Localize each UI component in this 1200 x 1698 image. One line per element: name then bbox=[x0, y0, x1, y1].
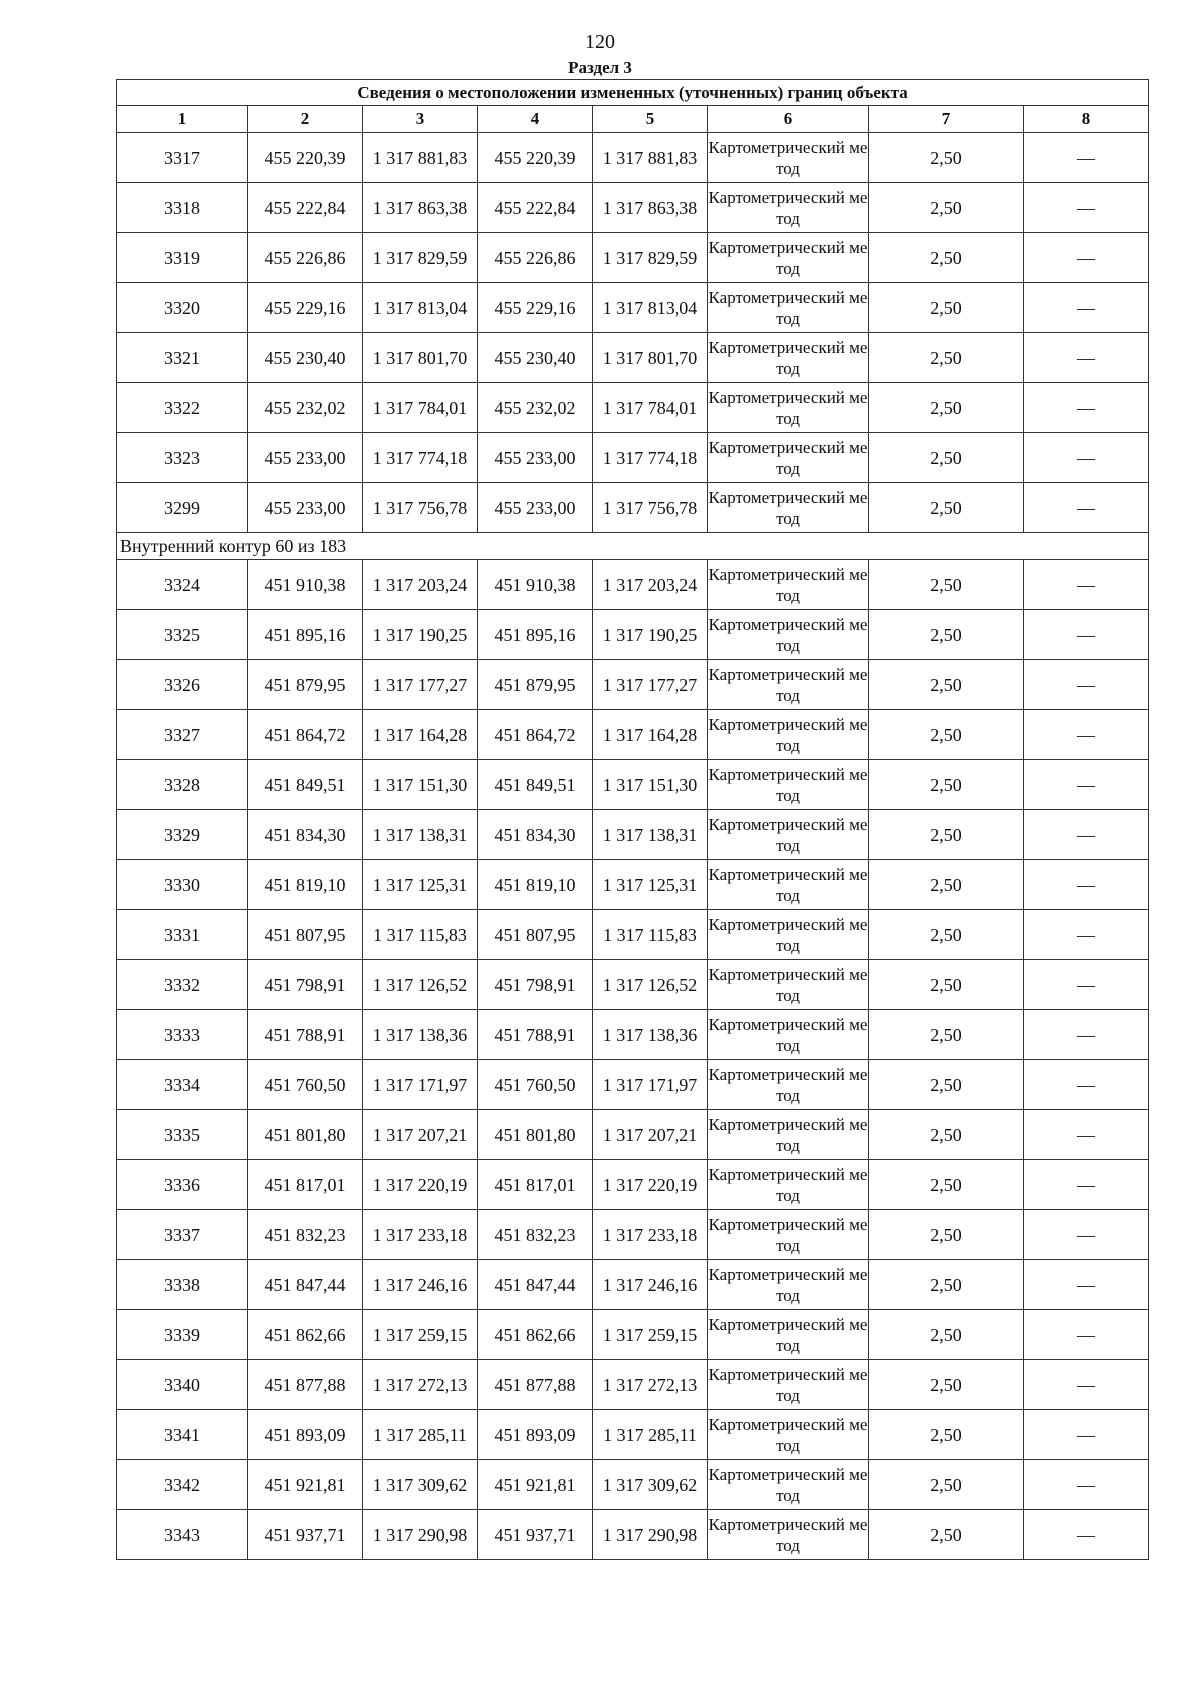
table-row bbox=[117, 433, 1149, 483]
x-new-cell: 451 817,01 bbox=[478, 1160, 593, 1210]
x-existing-cell: 455 220,39 bbox=[248, 133, 363, 183]
method-cell: Картометрический метод bbox=[708, 660, 869, 710]
y-new-cell: 1 317 784,01 bbox=[593, 383, 708, 433]
table-row bbox=[117, 1160, 1149, 1210]
y-existing-cell: 1 317 756,78 bbox=[363, 483, 478, 533]
table-row bbox=[117, 183, 1149, 233]
note-cell: — bbox=[1024, 1360, 1149, 1410]
point-number-cell: 3331 bbox=[117, 910, 248, 960]
y-existing-cell: 1 317 881,83 bbox=[363, 133, 478, 183]
x-existing-cell: 451 893,09 bbox=[248, 1410, 363, 1460]
x-existing-cell: 451 817,01 bbox=[248, 1160, 363, 1210]
point-number-cell: 3341 bbox=[117, 1410, 248, 1460]
x-existing-cell: 451 895,16 bbox=[248, 610, 363, 660]
note-cell: — bbox=[1024, 233, 1149, 283]
x-new-cell: 451 893,09 bbox=[478, 1410, 593, 1460]
x-new-cell: 455 220,39 bbox=[478, 133, 593, 183]
accuracy-cell: 2,50 bbox=[869, 183, 1024, 233]
y-new-cell: 1 317 829,59 bbox=[593, 233, 708, 283]
accuracy-cell: 2,50 bbox=[869, 660, 1024, 710]
point-number-cell: 3318 bbox=[117, 183, 248, 233]
point-number-cell: 3324 bbox=[117, 560, 248, 610]
y-existing-cell: 1 317 115,83 bbox=[363, 910, 478, 960]
point-number-cell: 3338 bbox=[117, 1260, 248, 1310]
note-cell: — bbox=[1024, 610, 1149, 660]
note-cell: — bbox=[1024, 433, 1149, 483]
point-number-cell: 3332 bbox=[117, 960, 248, 1010]
x-existing-cell: 451 921,81 bbox=[248, 1460, 363, 1510]
y-existing-cell: 1 317 164,28 bbox=[363, 710, 478, 760]
column-number: 7 bbox=[869, 106, 1024, 133]
section-title: Раздел 3 bbox=[568, 58, 632, 77]
x-new-cell: 451 801,80 bbox=[478, 1110, 593, 1160]
point-number-cell: 3321 bbox=[117, 333, 248, 383]
note-cell: — bbox=[1024, 1460, 1149, 1510]
point-number-cell: 3326 bbox=[117, 660, 248, 710]
y-new-cell: 1 317 203,24 bbox=[593, 560, 708, 610]
note-cell: — bbox=[1024, 710, 1149, 760]
y-existing-cell: 1 317 829,59 bbox=[363, 233, 478, 283]
x-existing-cell: 451 879,95 bbox=[248, 660, 363, 710]
table-row bbox=[117, 1010, 1149, 1060]
accuracy-cell: 2,50 bbox=[869, 610, 1024, 660]
accuracy-cell: 2,50 bbox=[869, 433, 1024, 483]
x-existing-cell: 455 229,16 bbox=[248, 283, 363, 333]
column-number: 1 bbox=[117, 106, 248, 133]
table-row bbox=[117, 233, 1149, 283]
accuracy-cell: 2,50 bbox=[869, 1060, 1024, 1110]
point-number-cell: 3320 bbox=[117, 283, 248, 333]
note-cell: — bbox=[1024, 333, 1149, 383]
x-new-cell: 451 849,51 bbox=[478, 760, 593, 810]
note-cell: — bbox=[1024, 1110, 1149, 1160]
method-cell: Картометрический метод bbox=[708, 133, 869, 183]
table-row bbox=[117, 760, 1149, 810]
point-number-cell: 3327 bbox=[117, 710, 248, 760]
x-new-cell: 455 229,16 bbox=[478, 283, 593, 333]
note-cell: — bbox=[1024, 1410, 1149, 1460]
x-new-cell: 451 788,91 bbox=[478, 1010, 593, 1060]
table-row bbox=[117, 1110, 1149, 1160]
x-existing-cell: 455 230,40 bbox=[248, 333, 363, 383]
note-cell: — bbox=[1024, 560, 1149, 610]
y-existing-cell: 1 317 203,24 bbox=[363, 560, 478, 610]
method-cell: Картометрический метод bbox=[708, 183, 869, 233]
x-existing-cell: 451 862,66 bbox=[248, 1310, 363, 1360]
table-row bbox=[117, 660, 1149, 710]
y-existing-cell: 1 317 190,25 bbox=[363, 610, 478, 660]
y-new-cell: 1 317 881,83 bbox=[593, 133, 708, 183]
accuracy-cell: 2,50 bbox=[869, 1110, 1024, 1160]
y-existing-cell: 1 317 126,52 bbox=[363, 960, 478, 1010]
accuracy-cell: 2,50 bbox=[869, 233, 1024, 283]
point-number-cell: 3329 bbox=[117, 810, 248, 860]
y-existing-cell: 1 317 246,16 bbox=[363, 1260, 478, 1310]
column-number: 8 bbox=[1024, 106, 1149, 133]
y-existing-cell: 1 317 138,31 bbox=[363, 810, 478, 860]
x-new-cell: 451 921,81 bbox=[478, 1460, 593, 1510]
note-cell: — bbox=[1024, 1210, 1149, 1260]
accuracy-cell: 2,50 bbox=[869, 383, 1024, 433]
point-number-cell: 3340 bbox=[117, 1360, 248, 1410]
accuracy-cell: 2,50 bbox=[869, 910, 1024, 960]
y-new-cell: 1 317 164,28 bbox=[593, 710, 708, 760]
method-cell: Картометрический метод bbox=[708, 333, 869, 383]
x-new-cell: 451 877,88 bbox=[478, 1360, 593, 1410]
accuracy-cell: 2,50 bbox=[869, 1460, 1024, 1510]
accuracy-cell: 2,50 bbox=[869, 333, 1024, 383]
x-new-cell: 451 834,30 bbox=[478, 810, 593, 860]
note-cell: — bbox=[1024, 1510, 1149, 1560]
y-existing-cell: 1 317 784,01 bbox=[363, 383, 478, 433]
accuracy-cell: 2,50 bbox=[869, 710, 1024, 760]
note-cell: — bbox=[1024, 860, 1149, 910]
note-cell: — bbox=[1024, 1160, 1149, 1210]
y-existing-cell: 1 317 259,15 bbox=[363, 1310, 478, 1360]
method-cell: Картометрический метод bbox=[708, 1310, 869, 1360]
table-row bbox=[117, 810, 1149, 860]
y-new-cell: 1 317 151,30 bbox=[593, 760, 708, 810]
x-existing-cell: 451 847,44 bbox=[248, 1260, 363, 1310]
y-existing-cell: 1 317 290,98 bbox=[363, 1510, 478, 1560]
y-existing-cell: 1 317 125,31 bbox=[363, 860, 478, 910]
note-cell: — bbox=[1024, 283, 1149, 333]
x-new-cell: 451 798,91 bbox=[478, 960, 593, 1010]
table-row bbox=[117, 960, 1149, 1010]
x-new-cell: 455 233,00 bbox=[478, 483, 593, 533]
accuracy-cell: 2,50 bbox=[869, 1160, 1024, 1210]
x-existing-cell: 451 834,30 bbox=[248, 810, 363, 860]
boundary-table bbox=[116, 79, 1149, 1560]
x-new-cell: 451 910,38 bbox=[478, 560, 593, 610]
accuracy-cell: 2,50 bbox=[869, 1210, 1024, 1260]
y-existing-cell: 1 317 171,97 bbox=[363, 1060, 478, 1110]
method-cell: Картометрический метод bbox=[708, 810, 869, 860]
y-existing-cell: 1 317 151,30 bbox=[363, 760, 478, 810]
y-existing-cell: 1 317 801,70 bbox=[363, 333, 478, 383]
y-new-cell: 1 317 138,31 bbox=[593, 810, 708, 860]
x-new-cell: 451 807,95 bbox=[478, 910, 593, 960]
y-new-cell: 1 317 246,16 bbox=[593, 1260, 708, 1310]
table-row bbox=[117, 710, 1149, 760]
accuracy-cell: 2,50 bbox=[869, 810, 1024, 860]
x-existing-cell: 455 233,00 bbox=[248, 433, 363, 483]
y-existing-cell: 1 317 220,19 bbox=[363, 1160, 478, 1210]
method-cell: Картометрический метод bbox=[708, 1110, 869, 1160]
point-number-cell: 3330 bbox=[117, 860, 248, 910]
point-number-cell: 3334 bbox=[117, 1060, 248, 1110]
y-existing-cell: 1 317 309,62 bbox=[363, 1460, 478, 1510]
accuracy-cell: 2,50 bbox=[869, 560, 1024, 610]
accuracy-cell: 2,50 bbox=[869, 860, 1024, 910]
y-new-cell: 1 317 115,83 bbox=[593, 910, 708, 960]
method-cell: Картометрический метод bbox=[708, 1210, 869, 1260]
y-new-cell: 1 317 272,13 bbox=[593, 1360, 708, 1410]
x-new-cell: 455 232,02 bbox=[478, 383, 593, 433]
y-new-cell: 1 317 177,27 bbox=[593, 660, 708, 710]
point-number-cell: 3319 bbox=[117, 233, 248, 283]
x-existing-cell: 451 819,10 bbox=[248, 860, 363, 910]
table-body-before bbox=[117, 133, 1149, 533]
page-number: 120 bbox=[585, 31, 615, 53]
y-new-cell: 1 317 125,31 bbox=[593, 860, 708, 910]
note-cell: — bbox=[1024, 383, 1149, 433]
point-number-cell: 3323 bbox=[117, 433, 248, 483]
y-new-cell: 1 317 290,98 bbox=[593, 1510, 708, 1560]
table-body-after bbox=[117, 560, 1149, 1560]
x-existing-cell: 451 877,88 bbox=[248, 1360, 363, 1410]
contour-label: Внутренний контур 60 из 183 bbox=[117, 533, 1149, 560]
x-existing-cell: 451 788,91 bbox=[248, 1010, 363, 1060]
accuracy-cell: 2,50 bbox=[869, 1310, 1024, 1360]
method-cell: Картометрический метод bbox=[708, 483, 869, 533]
table-row bbox=[117, 1210, 1149, 1260]
y-new-cell: 1 317 233,18 bbox=[593, 1210, 708, 1260]
x-existing-cell: 451 864,72 bbox=[248, 710, 363, 760]
table-row bbox=[117, 910, 1149, 960]
method-cell: Картометрический метод bbox=[708, 560, 869, 610]
point-number-cell: 3325 bbox=[117, 610, 248, 660]
table-row bbox=[117, 1360, 1149, 1410]
accuracy-cell: 2,50 bbox=[869, 483, 1024, 533]
table-row bbox=[117, 860, 1149, 910]
note-cell: — bbox=[1024, 1260, 1149, 1310]
column-number: 2 bbox=[248, 106, 363, 133]
table-row bbox=[117, 1410, 1149, 1460]
point-number-cell: 3343 bbox=[117, 1510, 248, 1560]
x-existing-cell: 451 849,51 bbox=[248, 760, 363, 810]
x-existing-cell: 451 801,80 bbox=[248, 1110, 363, 1160]
table-row bbox=[117, 1510, 1149, 1560]
method-cell: Картометрический метод bbox=[708, 1460, 869, 1510]
method-cell: Картометрический метод bbox=[708, 433, 869, 483]
table-row bbox=[117, 283, 1149, 333]
note-cell: — bbox=[1024, 1010, 1149, 1060]
y-new-cell: 1 317 126,52 bbox=[593, 960, 708, 1010]
method-cell: Картометрический метод bbox=[708, 860, 869, 910]
point-number-cell: 3322 bbox=[117, 383, 248, 433]
point-number-cell: 3336 bbox=[117, 1160, 248, 1210]
x-new-cell: 451 760,50 bbox=[478, 1060, 593, 1110]
x-existing-cell: 451 760,50 bbox=[248, 1060, 363, 1110]
accuracy-cell: 2,50 bbox=[869, 133, 1024, 183]
note-cell: — bbox=[1024, 1060, 1149, 1110]
x-new-cell: 455 222,84 bbox=[478, 183, 593, 233]
method-cell: Картометрический метод bbox=[708, 960, 869, 1010]
method-cell: Картометрический метод bbox=[708, 1510, 869, 1560]
y-new-cell: 1 317 863,38 bbox=[593, 183, 708, 233]
y-new-cell: 1 317 309,62 bbox=[593, 1460, 708, 1510]
note-cell: — bbox=[1024, 183, 1149, 233]
method-cell: Картометрический метод bbox=[708, 383, 869, 433]
note-cell: — bbox=[1024, 910, 1149, 960]
point-number-cell: 3317 bbox=[117, 133, 248, 183]
table-row bbox=[117, 1460, 1149, 1510]
method-cell: Картометрический метод bbox=[708, 1010, 869, 1060]
method-cell: Картометрический метод bbox=[708, 760, 869, 810]
accuracy-cell: 2,50 bbox=[869, 283, 1024, 333]
y-new-cell: 1 317 756,78 bbox=[593, 483, 708, 533]
accuracy-cell: 2,50 bbox=[869, 1010, 1024, 1060]
table-row bbox=[117, 383, 1149, 433]
x-new-cell: 451 937,71 bbox=[478, 1510, 593, 1560]
note-cell: — bbox=[1024, 133, 1149, 183]
method-cell: Картометрический метод bbox=[708, 1260, 869, 1310]
table-row bbox=[117, 560, 1149, 610]
x-new-cell: 455 233,00 bbox=[478, 433, 593, 483]
x-new-cell: 451 819,10 bbox=[478, 860, 593, 910]
method-cell: Картометрический метод bbox=[708, 1410, 869, 1460]
table-caption: Сведения о местоположении измененных (уточненных) границ объекта bbox=[117, 80, 1149, 106]
y-new-cell: 1 317 171,97 bbox=[593, 1060, 708, 1110]
y-existing-cell: 1 317 233,18 bbox=[363, 1210, 478, 1260]
table-row bbox=[117, 333, 1149, 383]
x-new-cell: 451 895,16 bbox=[478, 610, 593, 660]
note-cell: — bbox=[1024, 810, 1149, 860]
y-new-cell: 1 317 285,11 bbox=[593, 1410, 708, 1460]
note-cell: — bbox=[1024, 960, 1149, 1010]
y-existing-cell: 1 317 272,13 bbox=[363, 1360, 478, 1410]
column-number: 5 bbox=[593, 106, 708, 133]
y-existing-cell: 1 317 774,18 bbox=[363, 433, 478, 483]
point-number-cell: 3335 bbox=[117, 1110, 248, 1160]
x-existing-cell: 455 222,84 bbox=[248, 183, 363, 233]
column-number-row bbox=[117, 106, 1149, 133]
x-new-cell: 451 847,44 bbox=[478, 1260, 593, 1310]
y-existing-cell: 1 317 207,21 bbox=[363, 1110, 478, 1160]
contour-row bbox=[117, 533, 1149, 560]
x-existing-cell: 451 910,38 bbox=[248, 560, 363, 610]
note-cell: — bbox=[1024, 660, 1149, 710]
method-cell: Картометрический метод bbox=[708, 1360, 869, 1410]
column-number: 3 bbox=[363, 106, 478, 133]
note-cell: — bbox=[1024, 483, 1149, 533]
x-new-cell: 451 832,23 bbox=[478, 1210, 593, 1260]
note-cell: — bbox=[1024, 760, 1149, 810]
point-number-cell: 3299 bbox=[117, 483, 248, 533]
y-existing-cell: 1 317 863,38 bbox=[363, 183, 478, 233]
accuracy-cell: 2,50 bbox=[869, 1260, 1024, 1310]
y-new-cell: 1 317 801,70 bbox=[593, 333, 708, 383]
table-row bbox=[117, 1060, 1149, 1110]
table-row bbox=[117, 483, 1149, 533]
point-number-cell: 3328 bbox=[117, 760, 248, 810]
accuracy-cell: 2,50 bbox=[869, 960, 1024, 1010]
note-cell: — bbox=[1024, 1310, 1149, 1360]
accuracy-cell: 2,50 bbox=[869, 1510, 1024, 1560]
table-row bbox=[117, 1310, 1149, 1360]
x-new-cell: 451 862,66 bbox=[478, 1310, 593, 1360]
y-existing-cell: 1 317 177,27 bbox=[363, 660, 478, 710]
method-cell: Картометрический метод bbox=[708, 710, 869, 760]
y-new-cell: 1 317 774,18 bbox=[593, 433, 708, 483]
method-cell: Картометрический метод bbox=[708, 1160, 869, 1210]
point-number-cell: 3339 bbox=[117, 1310, 248, 1360]
accuracy-cell: 2,50 bbox=[869, 760, 1024, 810]
x-existing-cell: 455 226,86 bbox=[248, 233, 363, 283]
column-number: 4 bbox=[478, 106, 593, 133]
y-new-cell: 1 317 190,25 bbox=[593, 610, 708, 660]
x-new-cell: 451 864,72 bbox=[478, 710, 593, 760]
x-new-cell: 455 226,86 bbox=[478, 233, 593, 283]
x-existing-cell: 451 798,91 bbox=[248, 960, 363, 1010]
method-cell: Картометрический метод bbox=[708, 610, 869, 660]
x-existing-cell: 455 232,02 bbox=[248, 383, 363, 433]
x-existing-cell: 451 937,71 bbox=[248, 1510, 363, 1560]
x-new-cell: 455 230,40 bbox=[478, 333, 593, 383]
table-row bbox=[117, 610, 1149, 660]
y-existing-cell: 1 317 813,04 bbox=[363, 283, 478, 333]
y-new-cell: 1 317 813,04 bbox=[593, 283, 708, 333]
y-new-cell: 1 317 138,36 bbox=[593, 1010, 708, 1060]
accuracy-cell: 2,50 bbox=[869, 1360, 1024, 1410]
x-new-cell: 451 879,95 bbox=[478, 660, 593, 710]
method-cell: Картометрический метод bbox=[708, 233, 869, 283]
method-cell: Картометрический метод bbox=[708, 910, 869, 960]
y-existing-cell: 1 317 138,36 bbox=[363, 1010, 478, 1060]
y-new-cell: 1 317 259,15 bbox=[593, 1310, 708, 1360]
point-number-cell: 3333 bbox=[117, 1010, 248, 1060]
method-cell: Картометрический метод bbox=[708, 283, 869, 333]
table-row bbox=[117, 133, 1149, 183]
accuracy-cell: 2,50 bbox=[869, 1410, 1024, 1460]
column-number: 6 bbox=[708, 106, 869, 133]
y-new-cell: 1 317 220,19 bbox=[593, 1160, 708, 1210]
y-existing-cell: 1 317 285,11 bbox=[363, 1410, 478, 1460]
point-number-cell: 3337 bbox=[117, 1210, 248, 1260]
x-existing-cell: 455 233,00 bbox=[248, 483, 363, 533]
x-existing-cell: 451 832,23 bbox=[248, 1210, 363, 1260]
point-number-cell: 3342 bbox=[117, 1460, 248, 1510]
y-new-cell: 1 317 207,21 bbox=[593, 1110, 708, 1160]
method-cell: Картометрический метод bbox=[708, 1060, 869, 1110]
table-row bbox=[117, 1260, 1149, 1310]
x-existing-cell: 451 807,95 bbox=[248, 910, 363, 960]
